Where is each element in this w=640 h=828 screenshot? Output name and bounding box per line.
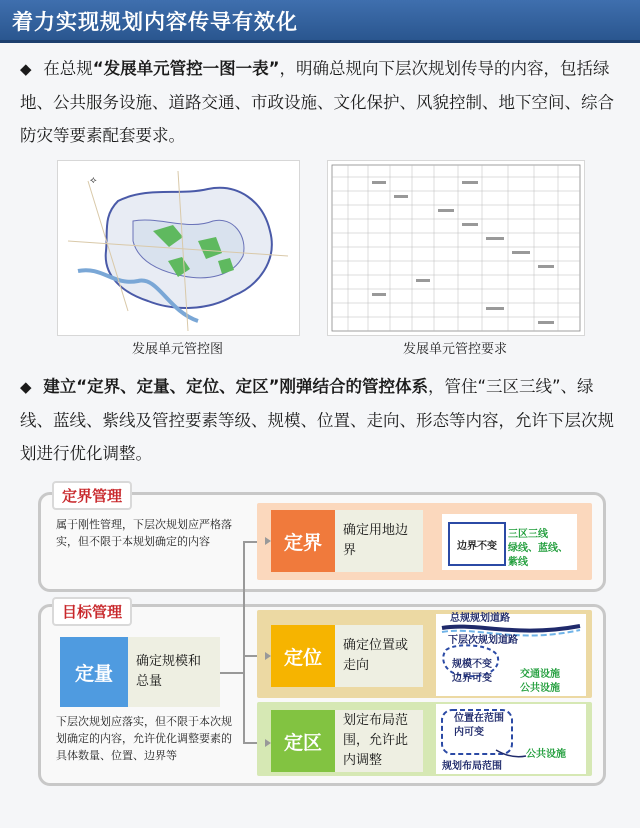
table-graphic	[328, 161, 584, 335]
table-caption: 发展单元管控要求	[402, 342, 507, 357]
facility-label: 交通设施 公共设施	[520, 669, 560, 694]
public-facility-label: 公共设施	[526, 749, 566, 760]
boundary-management-text: 属于刚性管理，下层次规划应严格落实，但不限于本规划确定的内容	[56, 518, 232, 548]
bullet-1-bold: “发展单元管控一图一表”	[92, 59, 280, 78]
diamond-icon: ◆	[20, 60, 32, 78]
page-title: 着力实现规划内容传导有效化	[12, 10, 298, 34]
row-boundary-illustration	[442, 514, 577, 570]
map-graphic	[58, 161, 299, 335]
row-boundary-desc: 确定用地边界	[335, 510, 423, 572]
row-position-illustration	[436, 614, 586, 696]
title-bar	[0, 0, 640, 43]
row-boundary-key: 定界	[271, 510, 335, 572]
development-unit-map	[57, 160, 300, 336]
layout-range-label: 规划布局范围	[442, 761, 502, 772]
svg-text:⟡: ⟡	[90, 175, 97, 186]
bullet-1-rest: ，明确总规向下层次规划传导的内容，包括绿地、公共服务设施、道路交通、市政设施、文化保护、风貌控制、地下空间、综合防灾等要素配套要求。	[20, 59, 614, 145]
position-in-range-label: 位置在范围 内可变	[454, 713, 504, 738]
bullet-2-bold: 建立“定界、定量、定位、定区”刚弹结合的管控体系	[43, 377, 428, 396]
target-management-text: 下层次规划应落实，但不限于本次规划确定的内容，允许优化调整要素的具体数量、位置、边界等	[56, 715, 232, 762]
bullet-2	[20, 370, 620, 470]
master-road-label: 总规规划道路	[450, 613, 510, 624]
map-caption: 发展单元管控图	[131, 342, 223, 357]
connector	[220, 672, 244, 674]
bullet-1-lead: 在总规	[43, 59, 93, 78]
scale-unchanged-label: 规模不变 边界可变	[452, 659, 492, 684]
diamond-icon: ◆	[20, 378, 32, 396]
connector-vertical	[243, 541, 245, 743]
boundary-management-tag: 定界管理	[52, 481, 132, 510]
lower-road-label: 下层次规划道路	[448, 635, 518, 646]
row-zone-desc: 划定布局范围，允许此内调整	[335, 710, 423, 772]
quantity-desc: 确定规模和总量	[128, 637, 220, 707]
target-management-tag: 目标管理	[52, 597, 132, 626]
three-zones-label: 三区三线 绿线、蓝线、紫线	[508, 529, 568, 568]
row-position-key: 定位	[271, 625, 335, 687]
row-zone-illustration	[436, 704, 586, 774]
row-zone-key: 定区	[271, 710, 335, 772]
quantity-key: 定量	[60, 637, 128, 707]
development-unit-table	[327, 160, 585, 336]
boundary-unchanged-box: 边界不变	[448, 522, 506, 566]
bullet-1	[20, 52, 620, 152]
row-position-desc: 确定位置或走向	[335, 625, 423, 687]
bullet-2-rest: ，管住“三区三线”、绿线、蓝线、紫线及管控要素等级、规模、位置、走向、形态等内容，允许下层次规划进行优化调整。	[20, 377, 614, 463]
